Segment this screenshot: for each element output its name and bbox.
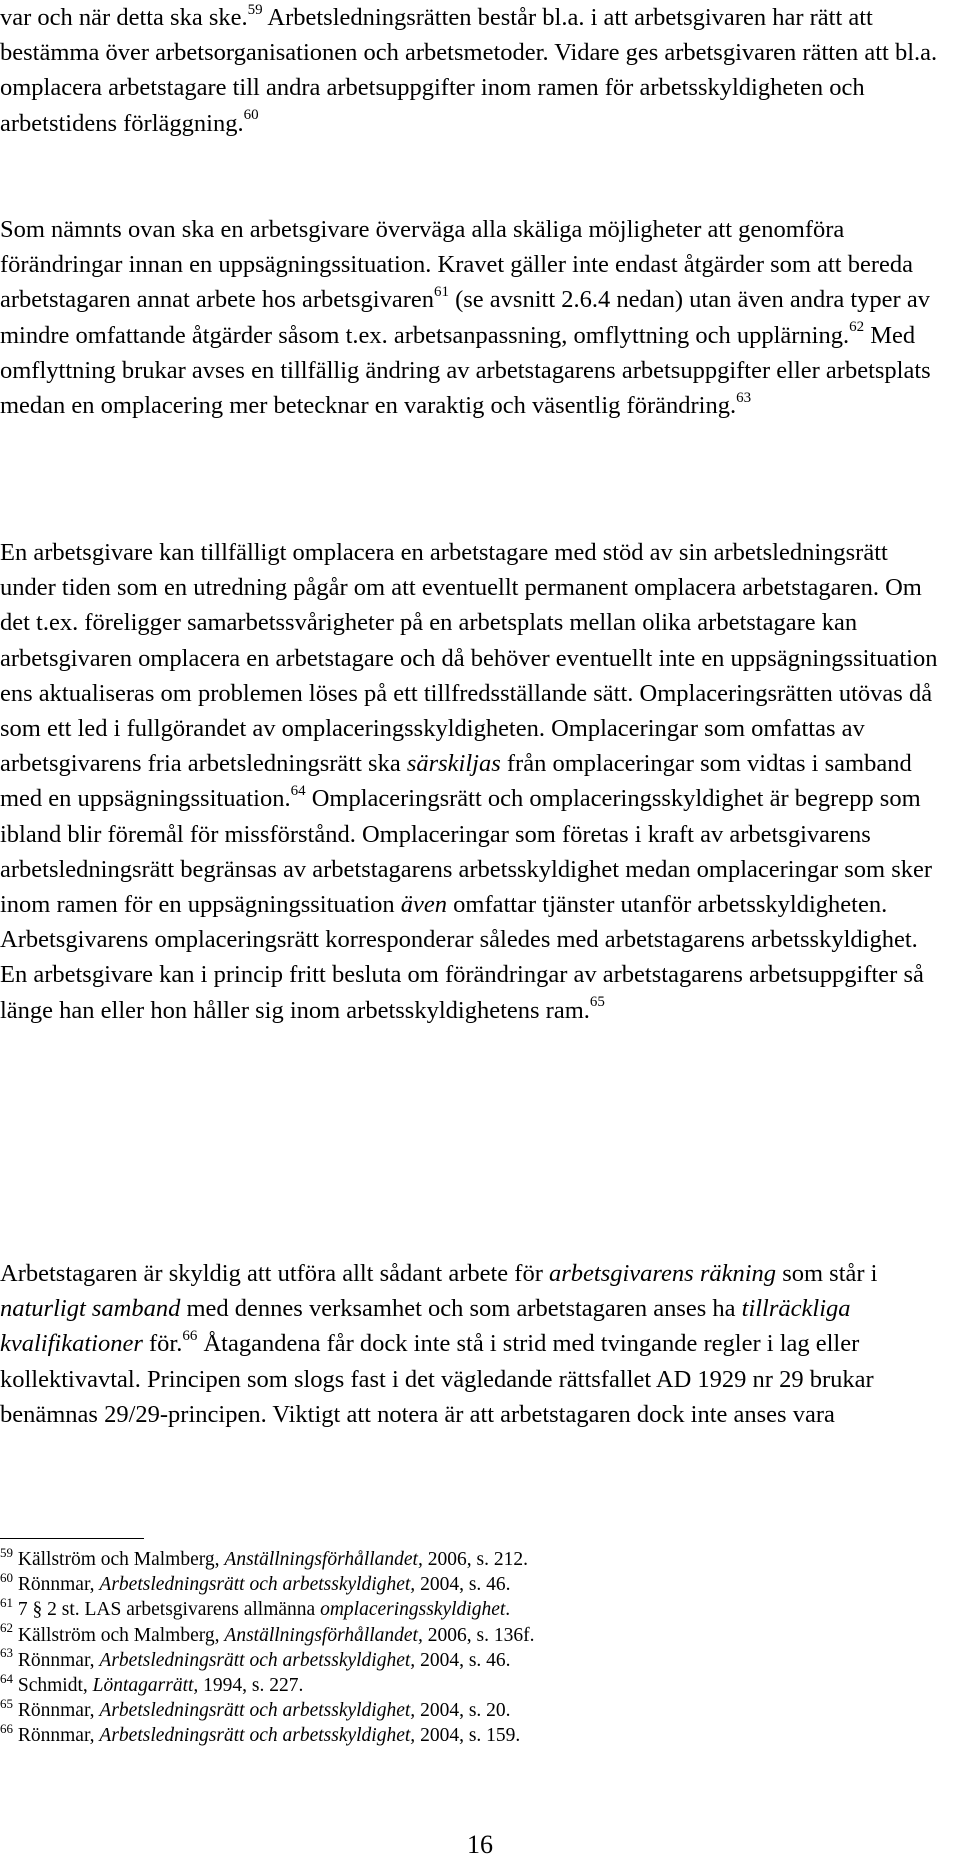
italic-term: särskiljas bbox=[406, 750, 501, 778]
paragraph-text: Arbetstagaren är skyldig att utföra allt sådant arbete för bbox=[0, 1260, 549, 1287]
footnote-ref[interactable]: 66 bbox=[182, 1328, 198, 1345]
footnote-title: Arbetsledningsrätt och arbetsskyldighet, bbox=[99, 1649, 416, 1671]
footnote-number: 60 bbox=[0, 1569, 13, 1585]
italic-term: naturligt samband bbox=[0, 1295, 181, 1323]
paragraph-4 bbox=[0, 1256, 940, 1432]
footnote-number: 64 bbox=[0, 1670, 13, 1686]
italic-term: arbetsgivarens räkning bbox=[549, 1260, 777, 1287]
paragraph-text: Med omflyttning brukar avses en tillfällig ändring av arbetstagarens arbetsuppgifter eller arbetsplats medan en omplacering mer betecknar en varaktig och väsentlig förändring. bbox=[0, 321, 931, 420]
footnote-title: Löntagarrätt, bbox=[92, 1675, 199, 1697]
footnote-item bbox=[0, 1695, 940, 1723]
footnote-number: 65 bbox=[0, 1695, 13, 1711]
footnote-text: Källström och Malmberg, bbox=[13, 1549, 225, 1570]
paragraph-text: (se avsnitt 2.6.4 nedan) utan även andra typer av mindre omfattande åtgärder såsom t.ex. arbetsanpassning, omflyttning och upplärning. bbox=[0, 286, 930, 349]
footnote-item bbox=[0, 1594, 940, 1622]
footnote-text: Källström och Malmberg, bbox=[13, 1624, 225, 1646]
footnote-number: 59 bbox=[0, 1544, 13, 1560]
footnote-text: Rönnmar, bbox=[13, 1725, 100, 1747]
paragraph-text: Omplaceringsrätt och omplaceringsskyldighet är begrepp som ibland blir föremål för missförstånd. Omplaceringar som företas i kraft av arbetsgivarens arbetsledningsrätt begränsas av arbetstagarens arbetsskyldighet medan omplaceringar som sker inom ramen för en uppsägningssituation bbox=[0, 785, 933, 919]
footnote-ref[interactable]: 62 bbox=[849, 319, 865, 336]
footnote-item bbox=[0, 1544, 940, 1572]
footnote-number: 63 bbox=[0, 1645, 13, 1661]
footnote-ref[interactable]: 61 bbox=[433, 284, 449, 301]
footnote-separator bbox=[0, 1538, 144, 1539]
footnote-number: 62 bbox=[0, 1620, 13, 1636]
footnote-text: 2006, s. 212. bbox=[422, 1549, 528, 1570]
footnote-text: 7 § 2 st. LAS arbetsgivarens allmänna bbox=[13, 1599, 321, 1621]
footnote-text: Rönnmar, bbox=[13, 1649, 100, 1671]
paragraph-text: som står i bbox=[776, 1260, 878, 1287]
footnote-ref[interactable]: 65 bbox=[589, 994, 605, 1011]
footnote-text: 2004, s. 20. bbox=[415, 1700, 511, 1722]
footnote-text: 2004, s. 46. bbox=[415, 1574, 511, 1596]
paragraph-text: Åtagandena får dock inte stå i strid med tvingande regler i lag eller kollektivavtal. Principen som slogs fast i det vägledande rättsfallet AD 1929 nr 29 brukar benämnas 29/29-principen. Viktigt att notera är att arbetstagaren dock inte anses vara bbox=[0, 1330, 874, 1428]
italic-term: även bbox=[400, 891, 448, 919]
paragraph-text: Som nämnts ovan ska en arbetsgivare överväga alla skäliga möjligheter att genomföra förändringar innan en uppsägningssituation. Kravet gäller inte endast åtgärder som att bereda arbetstagaren annat arbete hos arbetsgivaren bbox=[0, 216, 913, 314]
paragraph-2 bbox=[0, 212, 940, 423]
paragraph-text: var och när detta ska ske. bbox=[0, 4, 248, 31]
page-number: 16 bbox=[467, 1830, 493, 1859]
footnote-item bbox=[0, 1720, 940, 1748]
footnote-ref[interactable]: 64 bbox=[290, 783, 306, 800]
footnote-item bbox=[0, 1620, 940, 1648]
footnote-item bbox=[0, 1670, 940, 1698]
footnote-text: Rönnmar, bbox=[13, 1700, 100, 1722]
footnotes bbox=[0, 1544, 940, 1749]
footnote-text: . bbox=[505, 1599, 511, 1621]
footnote-text: 1994, s. 227. bbox=[198, 1675, 304, 1697]
paragraph-text: för. bbox=[142, 1330, 183, 1358]
paragraph-text: omfattar tjänster utanför arbetsskyldigheten. Arbetsgivarens omplaceringsrätt korresponderar således med arbetstagarens arbetsskyldighet. En arbetsgivare kan i princip fritt besluta om förändringar av arbetstagarens arbetsuppgifter så länge han eller hon håller sig inom arbetsskyldighetens ram. bbox=[0, 891, 924, 1024]
italic-term: tillräckliga kvalifikationer bbox=[0, 1295, 851, 1358]
footnote-title: omplaceringsskyldighet bbox=[320, 1599, 506, 1621]
footnote-title: Arbetsledningsrätt och arbetsskyldighet, bbox=[99, 1700, 416, 1722]
footnote-item bbox=[0, 1569, 940, 1597]
footnote-ref[interactable]: 59 bbox=[247, 1, 263, 18]
footnote-title: Arbetsledningsrätt och arbetsskyldighet, bbox=[99, 1574, 416, 1596]
paragraph-text: Arbetsledningsrätten består bl.a. i att arbetsgivaren har rätt att bestämma över arbetsorganisationen och arbetsmetoder. Vidare ges arbetsgivaren rätten att bl.a. omplacera arbetstagare till andra arbetsuppgifter inom ramen för arbetsskyldigheten och arbetstidens förläggning. bbox=[0, 4, 938, 137]
paragraph-1 bbox=[0, 0, 940, 141]
footnote-text: 2004, s. 159. bbox=[415, 1725, 521, 1747]
footnote-number: 61 bbox=[0, 1594, 13, 1610]
footnote-text: Schmidt, bbox=[13, 1675, 93, 1697]
footnote-title: Arbetsledningsrätt och arbetsskyldighet, bbox=[99, 1725, 416, 1747]
footnote-title: Anställningsförhållandet, bbox=[224, 1549, 423, 1570]
footnote-text: 2004, s. 46. bbox=[415, 1649, 511, 1671]
footnote-ref[interactable]: 63 bbox=[736, 389, 752, 406]
footnote-text: 2006, s. 136f. bbox=[422, 1624, 535, 1646]
paragraph-text: med dennes verksamhet och som arbetstagaren anses ha bbox=[180, 1295, 742, 1323]
footnote-number: 66 bbox=[0, 1720, 13, 1736]
footnote-ref[interactable]: 60 bbox=[243, 107, 259, 124]
paragraph-text: En arbetsgivare kan tillfälligt omplacera en arbetstagare med stöd av sin arbetsledningsrätt under tiden som en utredning pågår om att eventuellt permanent omplacera arbetstagaren. Om det t.ex. föreligger samarbetssvårigheter på en arbetsplats mellan olika arbetstagare kan arbetsgivaren omplacera en arbetstagare och då behöver eventuellt inte en uppsägningssituation ens aktualiseras om problemen löses på ett tillfredsställande sätt. Omplaceringsrätten utövas då som ett led i fullgörandet av omplaceringsskyldigheten. Omplaceringar som omfattas av arbetsgivarens fria arbetsledningsrätt ska bbox=[0, 539, 938, 778]
paragraph-3 bbox=[0, 535, 940, 1028]
paragraph-text: från omplaceringar som vidtas i samband med en uppsägningssituation. bbox=[0, 750, 912, 813]
footnote-text: Rönnmar, bbox=[13, 1574, 100, 1596]
footnote-title: Anställningsförhållandet, bbox=[224, 1624, 423, 1646]
footnote-item bbox=[0, 1645, 940, 1673]
